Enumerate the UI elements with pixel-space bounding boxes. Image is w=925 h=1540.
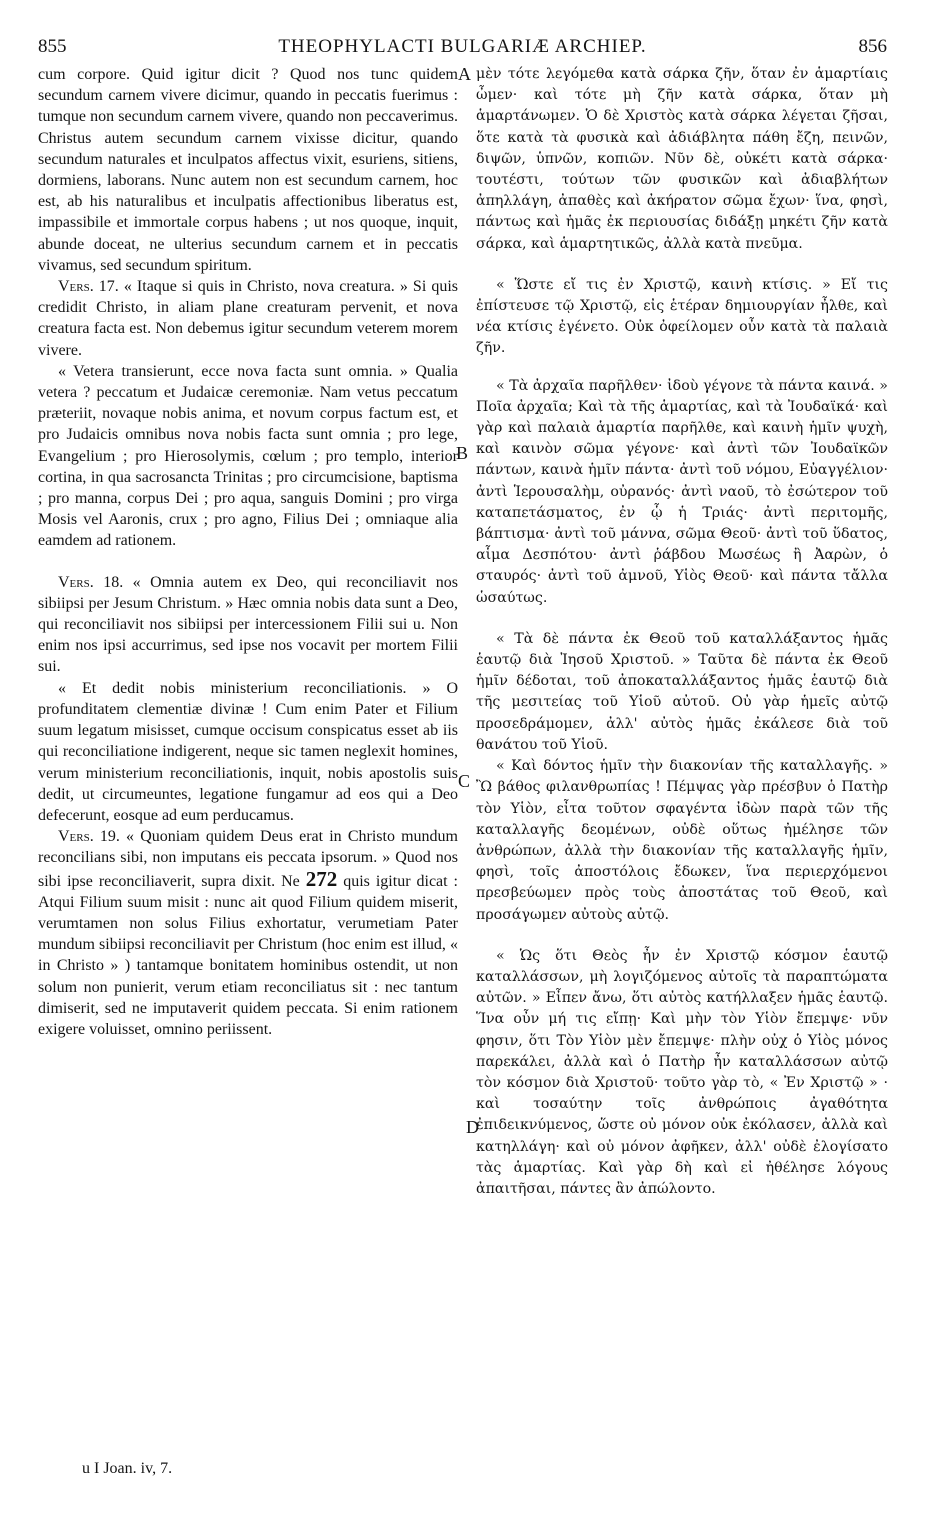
latin-paragraph: cum corpore. Quid igitur dicit ? Quod nos tunc quidem secundum carnem vivere dicimur, quando in peccatis fuerimus : tumque non secundum carnem vivere, quando non peccaverimus. Christus autem secundum carnem vixisse dicitur, quando secundum naturales et inculpatos affectus vixit, esuriens, sitiens, dormiens, laborans. Nunc autem non est secundum carnem, hoc est, ab his naturalibus et inculpatis affectionibus liberatus est, impassibile et immortale corpus habens ; ut nos quoque, inquit, abunde doceat, ne ulterius secundum carnem et in peccatis vivamus, sed secundum spiritum. [38, 66, 458, 274]
latin-paragraph: Vers. 17. « Itaque si quis in Christo, nova creatura. » Si quis credidit Christo, in aliam plane creaturam pervenit, et nova creatura facta est. Non debemus igitur secundum veterem morem vivere. [38, 278, 458, 359]
section-marker-d: D [466, 1117, 479, 1137]
page-number-right: 856 [858, 36, 887, 57]
latin-paragraph: « Vetera transierunt, ecce nova facta sunt omnia. » Qualia vetera ? peccatum et Judaicæ ceremoniæ. Nam vetus peccatum præteriit, novaque nobis anima, et novum corpus factum est, et pro Judaicis omnibus nova nobis facta sunt omnia ; pro lege, Evangelium ; pro Hierosolymis, cœlum ; pro templo, interior cortina, in qua sacrosancta Trinitas ; pro circumcisione, baptisma ; pro manna, corpus Dei ; pro aqua, sanguis Domini ; pro virga Mosis vel Aaronis, crux ; pro agno, Filius Dei ; omniaque alia eamdem ad rationem. [38, 362, 458, 550]
footnote: u I Joan. iv, 7. [82, 1460, 173, 1477]
migne-column-number: 272 [305, 866, 338, 891]
verse-label: Vers. 17. [58, 278, 119, 296]
verse-label: Vers. 18. [58, 573, 124, 591]
latin-paragraph: Vers. 19. « Quoniam quidem Deus erat in Christo mundum reconcilians sibi, non imputans eis peccata ipsorum. » Quod nos sibi ipse reconciliaverit, supra dixit. Ne 272 quis igitur dicat : Atqui Filium suum misit : nunc ait quod Filium quidem miserit, verumtamen non solus Filius exhortatur, verumetiam Pater mundum sibiipsi reconciliavit per Christum (hoc enim est illud, « in Christo » ) tantamque bonitatem hominibus ostendit, ut non solum non punierit, verum etiam reconciliatus sit : nec tantum dimiserit, sed ne imputaverit quidem peccata. Si enim rationem exigere voluisset, omnino periissent. [38, 828, 458, 1038]
latin-column [38, 64, 458, 1040]
greek-column [476, 64, 888, 1200]
greek-paragraph: « Καὶ δόντος ἡμῖν τὴν διακονίαν τῆς καταλλαγῆς. » Ὢ βάθος φιλανθρωπίας ! Πέμψας γὰρ πρέσβυν ὁ Πατὴρ τὸν Υἱὸν, εἶτα τοῦτον σφαγέντα ἰδὼν παρὰ τῶν τῆς καταλλαγῆς δεομένων, οὐδὲ οὕτως ἠμέλησε τῶν ἀνθρώπων, ἀλλὰ τὴν διακονίαν τῆς καταλλαγῆς ἡμῖν, φησὶ, τοῖς ἀποστόλοις ἔδωκεν, ἵνα περιερχόμενοι πρεσβεύωμεν πρὸς τοὺς ἀποστάτας τοῦ Θεοῦ, καὶ προσάγωμεν αὐτοὺς αὐτῷ. [476, 758, 888, 923]
greek-paragraph: μὲν τότε λεγόμεθα κατὰ σάρκα ζῆν, ὅταν ἐν ἁμαρτίαις ὦμεν· καὶ τότε μὴ ζῆν κατὰ σάρκα, ὅταν μὴ ἁμαρτάνωμεν. Ὁ δὲ Χριστὸς κατὰ σάρκα λέγεται ζῆσαι, ὅτε κατὰ τὰ φυσικὰ καὶ ἀδιάβλητα πάθη ἔζη, πεινῶν, διψῶν, ὑπνῶν, κοπιῶν. Νῦν δὲ, οὐκέτι κατὰ σάρκα· τουτέστι, τούτων τῶν φυσικῶν καὶ ἀδιαβλήτων ἀπηλλάγη, ἀπαθὲς καὶ ἀκήρατον σῶμα ἔχων· ἵνα, φησὶ, πάντως καὶ ἡμᾶς ἐκ περιουσίας διδάξῃ μηκέτι ζῆν κατὰ σάρκα, καὶ ἁμαρτητικῶς, ἀλλὰ κατὰ πνεῦμα. [476, 66, 888, 252]
latin-paragraph: Vers. 18. « Omnia autem ex Deo, qui reconciliavit nos sibiipsi per Jesum Christum. » Hæc omnia nobis data sunt a Deo, qui reconciliavit nos sibiipsi per intercessionem Filii sui u. Non enim nos ipsi accurrimus, sed ipse nos vocavit per mortem Filii sui. [38, 573, 458, 676]
page-number-left: 855 [38, 36, 67, 57]
section-marker-a: A [458, 64, 471, 84]
latin-paragraph: « Et dedit nobis ministerium reconciliationis. » O profunditatem clementiæ divinæ ! Cum enim Pater et Filium suum legatum misisset, cumque occisum conspicatus esset ab iis qui reconciliatione indigerent, neque sic tamen neglexit homines, verum ministerium reconciliationis, inquit, nobis apostolis suis dedit, ut circumeuntes, legatione fungamur ad eos qui a Deo defecerunt, eosque ad eum perducamus. [38, 679, 458, 824]
verse-label: Vers. 19. [58, 828, 120, 846]
section-marker-b: B [456, 443, 469, 463]
section-marker-c: C [458, 771, 471, 791]
greek-paragraph: « Ὥστε εἴ τις ἐν Χριστῷ, καινὴ κτίσις. » Εἴ τις ἐπίστευσε τῷ Χριστῷ, εἰς ἑτέραν δημιουργίαν ἦλθε, καὶ νέα κτίσις ἐγένετο. Οὐκ ὀφείλομεν οὖν κατὰ τὰ παλαιὰ ζῆν. [476, 276, 888, 357]
greek-paragraph: « Τὰ δὲ πάντα ἐκ Θεοῦ τοῦ καταλλάξαντος ἡμᾶς ἑαυτῷ διὰ Ἰησοῦ Χριστοῦ. » Ταῦτα δὲ πάντα ἐκ Θεοῦ ἡμῖν δέδοται, τοῦ ἀποκαταλλάξαντος ἡμᾶς ἑαυτῷ διὰ τῆς μεσιτείας τοῦ Υἱοῦ αὐτοῦ. Οὐ γὰρ ἡμεῖς αὐτῷ προσεδράμομεν, ἀλλ' αὐτὸς ἡμᾶς ἐκάλεσε διὰ τοῦ θανάτου τοῦ Υἱοῦ. [476, 630, 888, 753]
greek-paragraph: « Ὡς ὅτι Θεὸς ἦν ἐν Χριστῷ κόσμον ἑαυτῷ καταλλάσσων, μὴ λογιζόμενος αὐτοῖς τὰ παραπτώματα αὐτῶν. » Εἶπεν ἄνω, ὅτι αὐτὸς κατήλλαξεν ἡμᾶς ἑαυτῷ. Ἵνα οὖν μή τις εἴπῃ· Καὶ μὴν τὸν Υἱὸν ἔπεμψε· νῦν φησιν, ὅτι Τὸν Υἱὸν μὲν ἔπεμψε· πλὴν οὐχ ὁ Υἱὸς μόνος παρεκάλει, ἀλλὰ καὶ ὁ Πατὴρ ἦν καταλλάσσων αὐτῷ τὸν κόσμον διὰ Χριστοῦ· τοῦτο γὰρ τὸ, « Ἐν Χριστῷ » · καὶ τοσαύτην τοῖς ἀνθρώποις ἀγαθότητα ἐπιδεικνύμενος, ὥστε οὐ μόνον οὐκ ἐκόλασεν, ἀλλὰ καὶ κατηλλάγη· καὶ οὐ μόνον ἀφῆκεν, ἀλλ' οὐδὲ ἐλογίσατο τὰς ἁμαρτίας. Καὶ γὰρ δὴ καὶ εἰ ἠθέλησε λόγους ἀπαιτῆσαι, πάντες ἂν ἀπώλοντο. [476, 947, 888, 1197]
running-title: THEOPHYLACTI BULGARIÆ ARCHIEP. [278, 36, 647, 57]
greek-paragraph: « Τὰ ἀρχαῖα παρῆλθεν· ἰδοὺ γέγονε τὰ πάντα καινά. » Ποῖα ἀρχαῖα; Καὶ τὰ τῆς ἁμαρτίας, καὶ τὰ Ἰουδαϊκά· καὶ γὰρ καὶ παλαιὰ ἁμαρτία παρῆλθε, καὶ καινὴ ἡμῖν ψυχὴ, καὶ καινὸν σῶμα γέγονε· καὶ ἀντὶ τῶν Ἰουδαϊκῶν πάντων, καινὰ ἡμῖν πάντα· ἀντὶ τοῦ νόμου, Εὐαγγέλιον· ἀντὶ Ἱερουσαλὴμ, οὐρανός· ἀντὶ ναοῦ, τὸ ἐσώτερον τοῦ καταπετάσματος, ἐν ᾧ ἡ Τριάς· ἀντὶ περιτομῆς, βάπτισμα· ἀντὶ τοῦ μάννα, σῶμα Θεοῦ· ἀντὶ τοῦ ὕδατος, αἷμα Δεσπότου· ἀντὶ ῥάβδου Μωσέως ἢ Ἀαρὼν, ὁ σταυρός· ἀντὶ τοῦ ἀμνοῦ, Υἱὸς Θεοῦ· καὶ πάντα τἄλλα ὡσαύτως. [476, 377, 888, 606]
running-header [38, 34, 887, 60]
